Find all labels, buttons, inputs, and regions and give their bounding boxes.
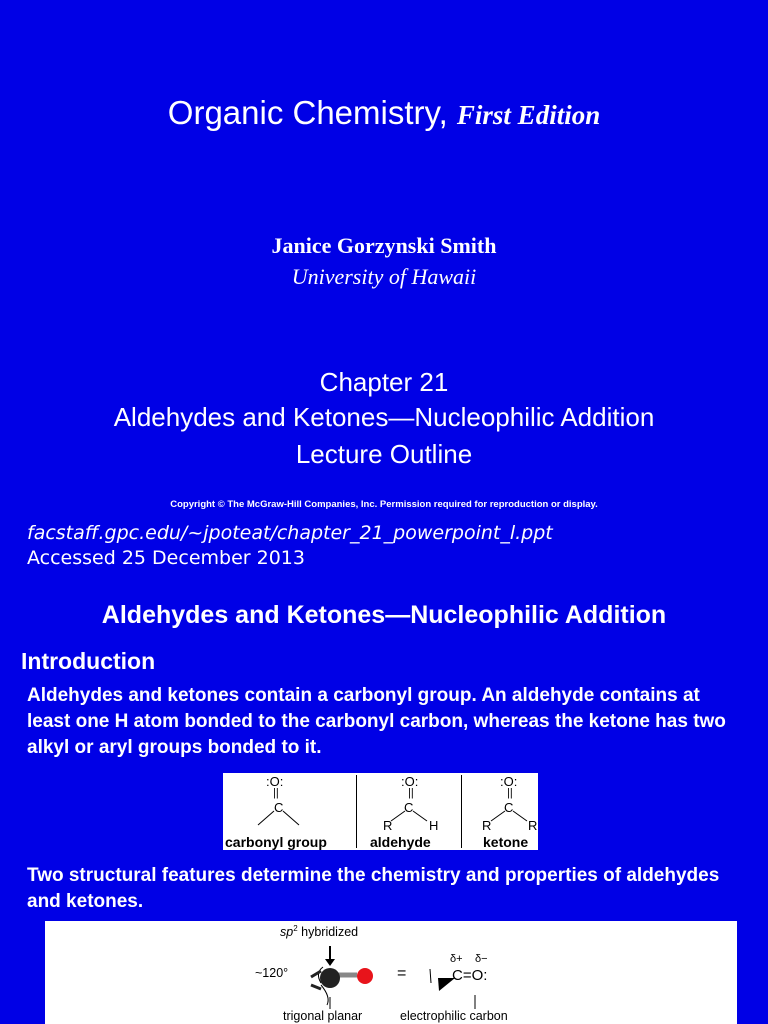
hybridization-sup: 2 bbox=[293, 924, 298, 933]
figure-divider bbox=[356, 775, 357, 848]
university-name: University of Hawaii bbox=[291, 264, 477, 289]
label-aldehyde: aldehyde bbox=[370, 834, 431, 850]
features-paragraph: Two structural features determine the chemistry and properties of aldehydes and ketones. bbox=[27, 865, 720, 912]
figure-divider bbox=[461, 775, 462, 848]
carbonyl-formula: C=O: bbox=[452, 967, 488, 984]
carbon-atom: C bbox=[404, 800, 414, 815]
electrophilic-carbon-label: electrophilic carbon bbox=[400, 1009, 508, 1023]
hybridization-prefix: sp bbox=[280, 925, 294, 940]
oxygen-atom: :O: bbox=[500, 774, 518, 789]
accessed-date: Accessed 25 December 2013 bbox=[27, 547, 305, 569]
intro-paragraph: Aldehydes and ketones contain a carbonyl group. An aldehyde contains at least one H atom bonded to the carbonyl carbon, whereas the ketone has two alkyl or aryl groups bonded to it. bbox=[27, 685, 726, 758]
trigonal-planar-label: trigonal planar bbox=[283, 1009, 363, 1023]
carbon-atom: C bbox=[274, 800, 284, 815]
section-heading: Introduction bbox=[21, 648, 156, 674]
r-group: R bbox=[383, 818, 393, 833]
equals-sign: = bbox=[397, 965, 407, 982]
double-bond: || bbox=[408, 787, 414, 799]
double-bond: || bbox=[273, 787, 279, 799]
title-edition-text: First Edition bbox=[456, 100, 601, 130]
ball-and-stick-model bbox=[45, 921, 737, 1024]
chapter-number: Chapter 21 bbox=[319, 367, 449, 397]
chapter-title: Aldehydes and Ketones—Nucleophilic Addition bbox=[113, 402, 655, 432]
slide2-title: Aldehydes and Ketones—Nucleophilic Addition bbox=[101, 601, 667, 629]
carbonyl-structures-figure bbox=[223, 773, 538, 850]
copyright-notice: Copyright © The McGraw-Hill Companies, Inc. Permission required for reproduction or display. bbox=[170, 499, 598, 510]
oxygen-atom: :O: bbox=[266, 774, 284, 789]
double-bond: || bbox=[507, 787, 513, 799]
bond-angle-label: ~120° bbox=[255, 966, 289, 980]
delta-minus: δ− bbox=[475, 953, 488, 965]
carbonyl-geometry-figure bbox=[45, 921, 737, 1024]
outline-label: Lecture Outline bbox=[295, 439, 473, 469]
label-ketone: ketone bbox=[483, 834, 529, 850]
author-name: Janice Gorzynski Smith bbox=[271, 233, 497, 258]
slide-title bbox=[0, 94, 768, 132]
delta-plus: δ+ bbox=[450, 953, 463, 965]
source-url: facstaff.gpc.edu/~jpoteat/chapter_21_powerpoint_l.ppt bbox=[27, 522, 553, 544]
title-main-text: Organic Chemistry, bbox=[167, 94, 448, 131]
carbon-atom: C bbox=[504, 800, 514, 815]
hydrogen-atom: H bbox=[429, 818, 439, 833]
oxygen-atom: :O: bbox=[401, 774, 419, 789]
r-group: R bbox=[528, 818, 538, 833]
hybridization-suffix: hybridized bbox=[297, 925, 359, 940]
r-group: R bbox=[482, 818, 492, 833]
label-carbonyl-group: carbonyl group bbox=[225, 834, 327, 850]
